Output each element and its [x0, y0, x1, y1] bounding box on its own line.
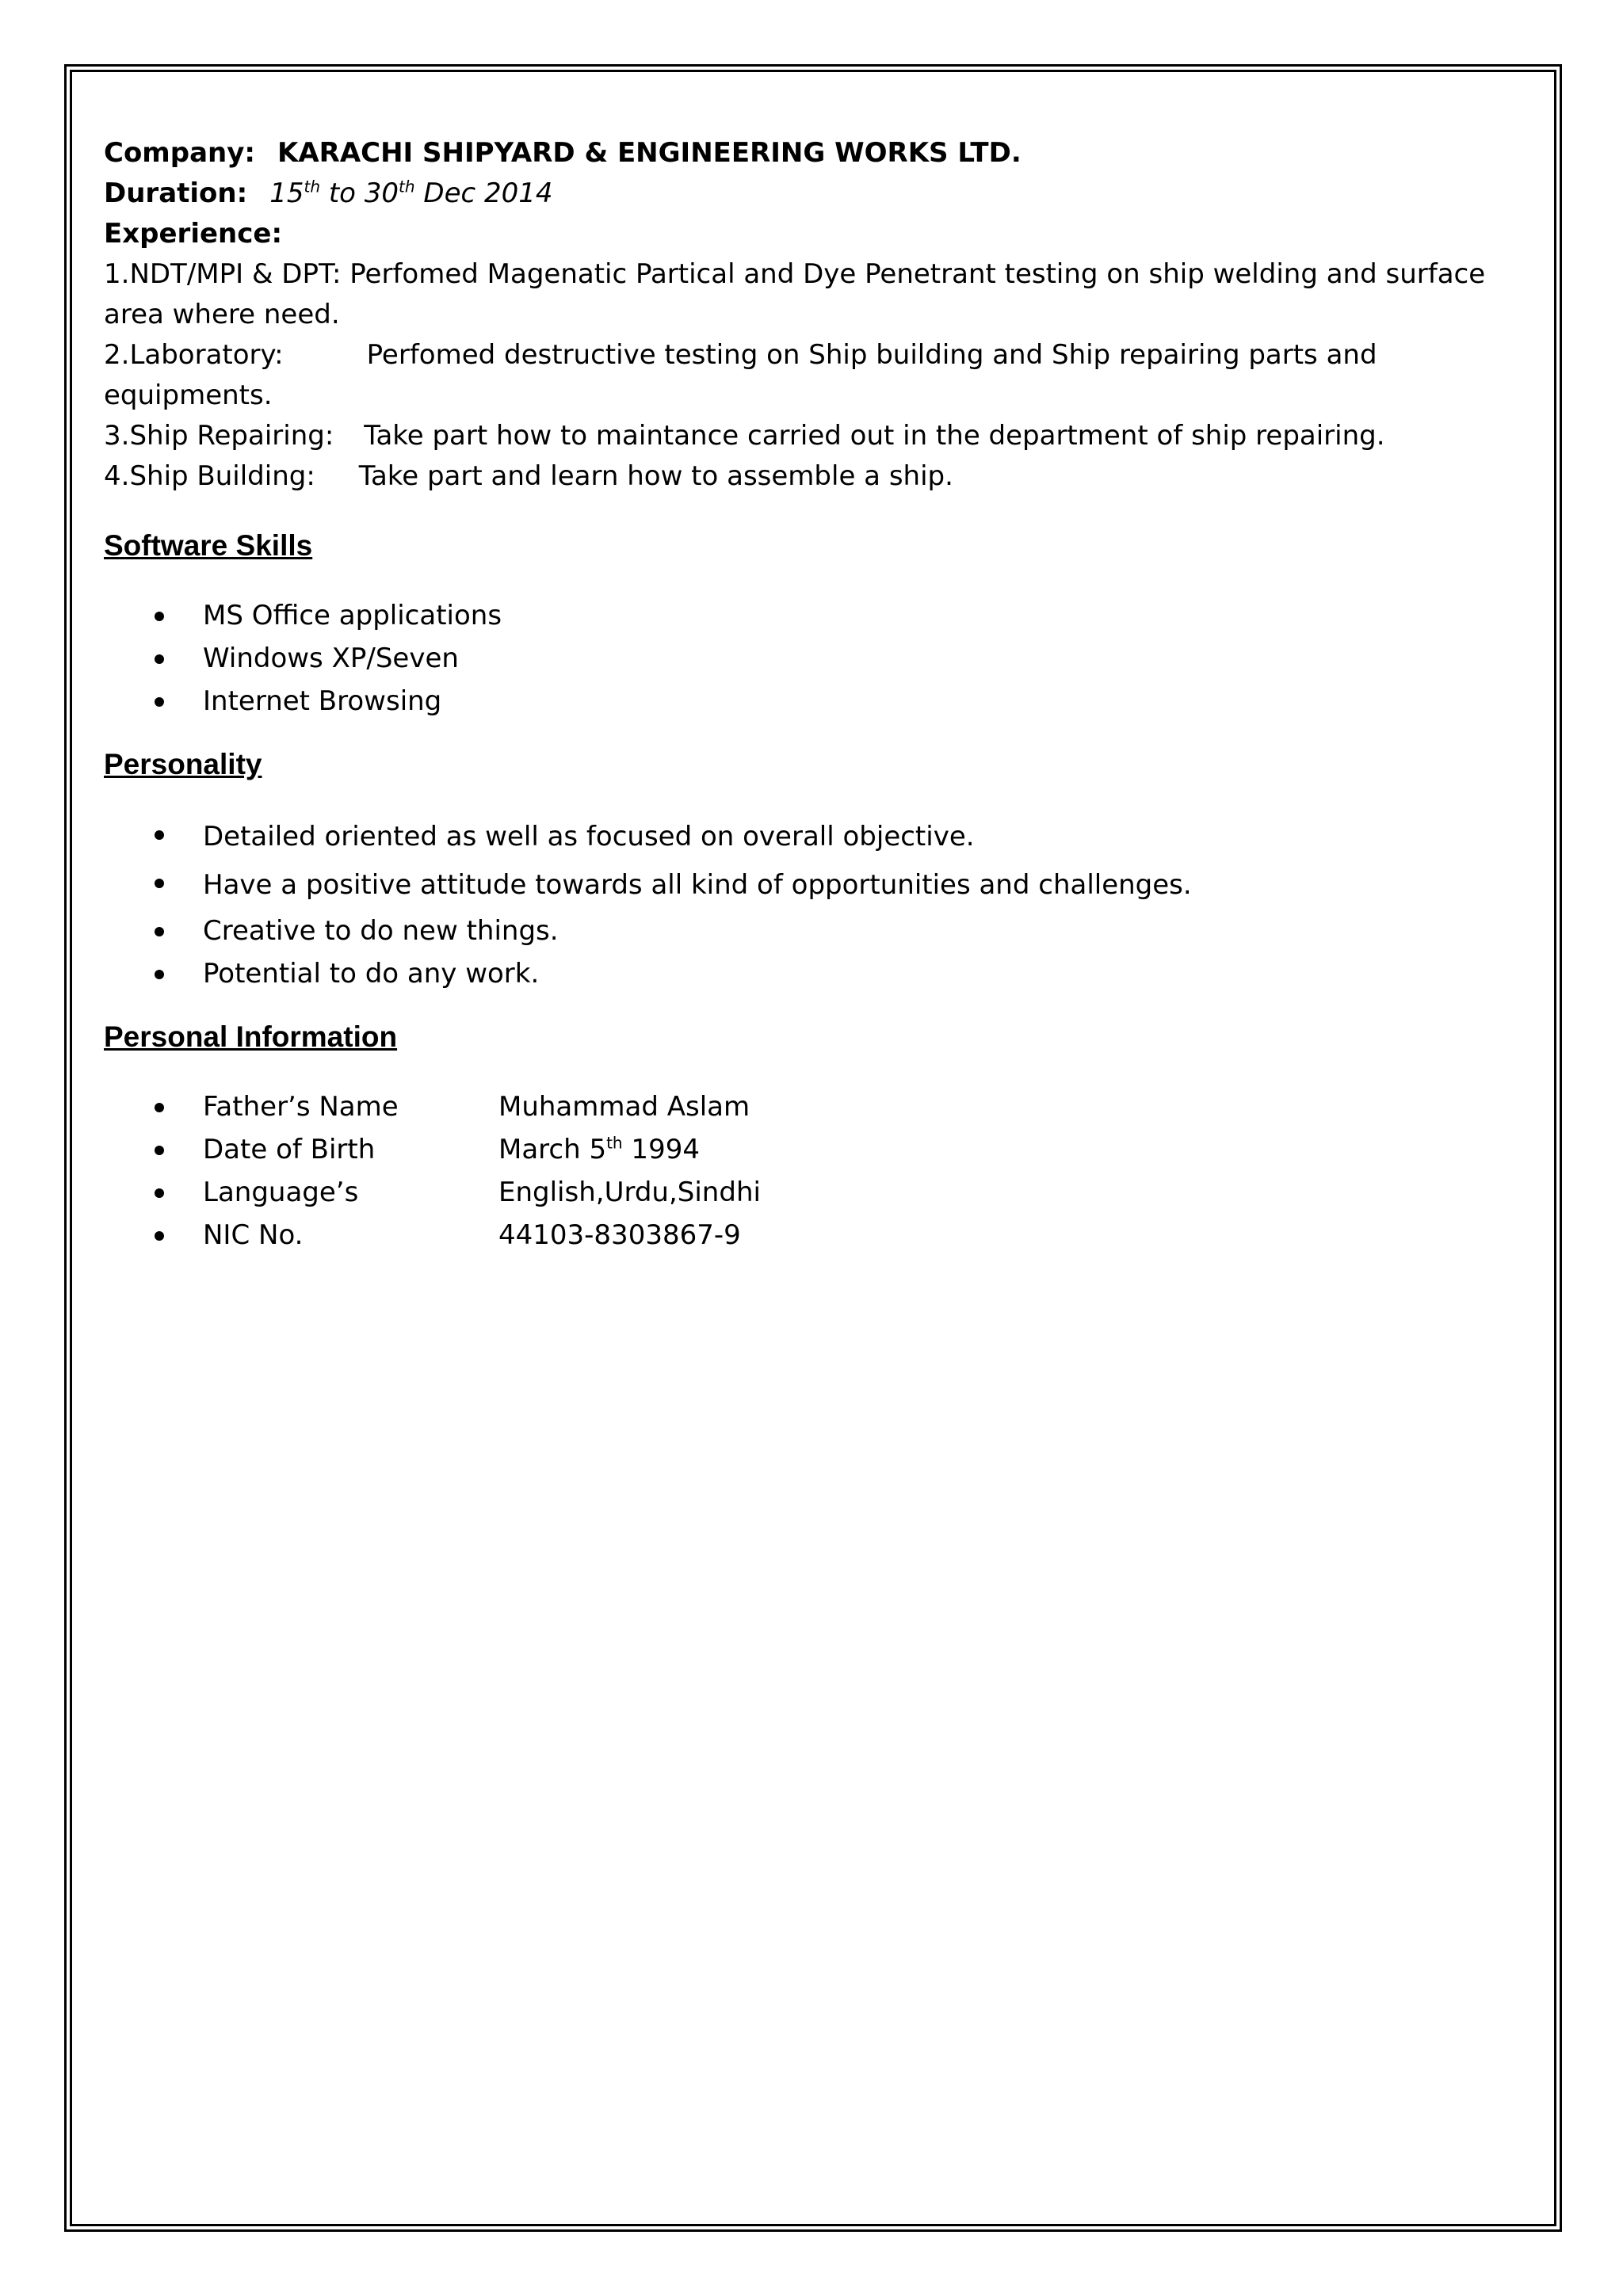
- list-item: Father’s Name Muhammad Aslam: [104, 1085, 1514, 1128]
- company-name: KARACHI SHIPYARD & ENGINEERING WORKS LTD.: [277, 137, 1022, 169]
- personal-information-heading: Personal Information: [104, 1020, 398, 1053]
- list-item: NIC No. 44103-8303867-9: [104, 1214, 1514, 1257]
- experience-item: 3.Ship Repairing: Take part how to maintance carried out in the department of ship repairing.: [104, 420, 1385, 452]
- list-item: Detailed oriented as well as focused on overall objective.: [104, 813, 1514, 861]
- duration-line: [104, 174, 1514, 214]
- personality-heading: Personality: [104, 748, 262, 780]
- software-skills-list: [104, 594, 1514, 723]
- software-skills-heading: Software Skills: [104, 529, 313, 562]
- experience-item: 1.NDT/MPI & DPT: Perfomed Magenatic Partical and Dye Penetrant testing on ship welding and surface area where need.: [104, 258, 1486, 330]
- personal-information-list: [104, 1085, 1514, 1257]
- list-item: Have a positive attitude towards all kind of opportunities and challenges.: [104, 861, 1514, 910]
- list-item: MS Office applications: [104, 594, 1514, 637]
- resume-page: [104, 133, 1514, 1257]
- company-label: Company:: [104, 137, 255, 169]
- personality-list: [104, 813, 1514, 995]
- experience-label: Experience:: [104, 218, 283, 250]
- list-item: Date of Birth March 5th 1994: [104, 1128, 1514, 1171]
- list-item: Language’s English,Urdu,Sindhi: [104, 1171, 1514, 1214]
- list-item: Windows XP/Seven: [104, 637, 1514, 680]
- list-item: Internet Browsing: [104, 680, 1514, 723]
- list-item: Potential to do any work.: [104, 952, 1514, 995]
- company-line: [104, 133, 1514, 174]
- list-item: Creative to do new things.: [104, 910, 1514, 952]
- duration-value: 15th to 30th Dec 2014: [269, 177, 553, 209]
- experience-item: 2.Laboratory: Perfomed destructive testing on Ship building and Ship repairing parts and equipments.: [104, 339, 1377, 411]
- duration-label: Duration:: [104, 177, 248, 209]
- experience-item: 4.Ship Building: Take part and learn how to assemble a ship.: [104, 460, 953, 492]
